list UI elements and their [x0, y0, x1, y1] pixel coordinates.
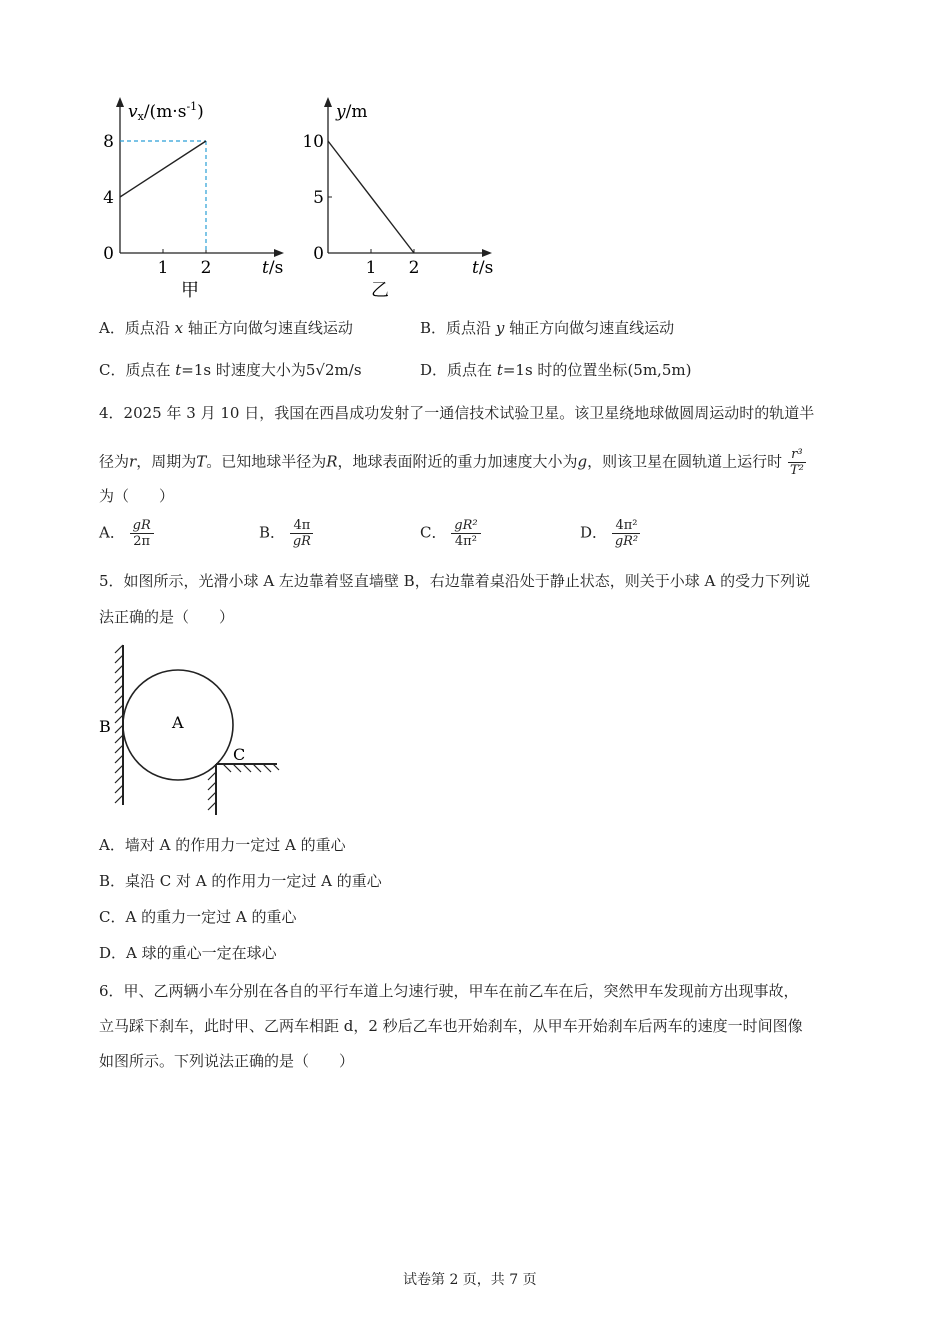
- xtick-2: 2: [408, 258, 420, 278]
- label-c: C: [233, 745, 246, 764]
- q6-line3: 如图所示。下列说法正确的是（ ）: [99, 1052, 355, 1070]
- q5-option-d: D．A 球的重心一定在球心: [99, 944, 277, 962]
- label-b: B: [99, 717, 111, 736]
- ytick-0: 0: [313, 244, 324, 264]
- label-a: A: [172, 713, 184, 732]
- ytick-10: 10: [302, 132, 324, 152]
- q5-option-a: A．墙对 A 的作用力一定过 A 的重心: [99, 836, 346, 854]
- y-line: [328, 141, 414, 253]
- ytick-5: 5: [313, 188, 324, 208]
- q6-line1: 6．甲、乙两辆小车分别在各自的平行车道上匀速行驶，甲车在前乙车在后，突然甲车发现前方出现事故，: [99, 982, 799, 1000]
- q3-option-a: A．质点沿 x 轴正方向做匀速直线运动: [99, 319, 353, 337]
- vx-line: [120, 141, 206, 197]
- xtick-1: 1: [365, 258, 377, 278]
- xtick-2: 2: [200, 258, 212, 278]
- table-hatch: [208, 764, 279, 810]
- graph-caption-jia: 甲: [181, 280, 199, 301]
- q4-line1: 4．2025 年 3 月 10 日，我国在西昌成功发射了一通信技术试验卫星。该卫星绕地球做圆周运动时的轨道半: [99, 404, 815, 422]
- ytick-0: 0: [103, 244, 114, 264]
- q3-option-b: B．质点沿 y 轴正方向做匀速直线运动: [420, 319, 675, 337]
- q4-option-c: C． $\frac{\text{gR²}}{\text{4π²}}$: [420, 518, 481, 549]
- q4-option-b: B． $\frac{4\pi}{gR}$: [259, 518, 314, 549]
- xtick-1: 1: [157, 258, 169, 278]
- y-axis-arrow: [116, 97, 124, 107]
- x-axis-arrow: [274, 249, 284, 257]
- page-footer: 试卷第 2 页，共 7 页: [403, 1272, 537, 1288]
- ytick-4: 4: [103, 188, 114, 208]
- y-axis-label: $vx/(m\cdot s^{-1})$: [128, 100, 204, 123]
- q5-line2: 法正确的是（ ）: [99, 608, 235, 626]
- q6-line2: 立马踩下刹车，此时甲、乙两车相距 d，2 秒后乙车也开始刹车，从甲车开始刹车后两车的速度一时间图像: [99, 1017, 803, 1035]
- wall-hatch: [115, 645, 123, 803]
- q5-option-c: C．A 的重力一定过 A 的重心: [99, 908, 297, 926]
- q4-line3: 为（ ）: [99, 487, 175, 505]
- q4-option-a: A． $\frac{gR}{2\pi}$: [99, 518, 154, 549]
- graph-caption-yi: 乙: [371, 280, 389, 301]
- q5-diagram: [95, 640, 295, 815]
- q4-line2: 径为r，周期为T。已知地球半径为R，地球表面附近的重力加速度大小为g，则该卫星在圆轨道上运行时 $\frac{\text{r³}}{\text{T²}}$: [99, 447, 807, 478]
- ytick-8: 8: [103, 132, 114, 152]
- x-axis-label: t/s: [262, 258, 284, 278]
- q4-option-d: D． $\frac{\text{4π²}}{\text{gR²}}$: [580, 518, 641, 549]
- y-axis-label: y/m: [336, 102, 368, 122]
- x-axis-label: t/s: [472, 258, 494, 278]
- graph-jia: [90, 95, 300, 307]
- q5-option-b: B．桌沿 C 对 A 的作用力一定过 A 的重心: [99, 872, 382, 890]
- q5-line1: 5．如图所示，光滑小球 A 左边靠着竖直墙壁 B，右边靠着桌沿处于静止状态，则关于小球 A 的受力下列说: [99, 572, 811, 590]
- graph-yi: [298, 95, 508, 307]
- q3-option-d: D．质点在 t=1s 时的位置坐标(5m,5m): [420, 361, 692, 379]
- y-axis-arrow: [324, 97, 332, 107]
- q4-fraction: $\frac{\text{r³}}{\text{T²}}$: [789, 447, 804, 478]
- x-axis-arrow: [482, 249, 492, 257]
- q3-option-c: C．质点在 t=1s 时速度大小为5√2m/s: [99, 361, 362, 379]
